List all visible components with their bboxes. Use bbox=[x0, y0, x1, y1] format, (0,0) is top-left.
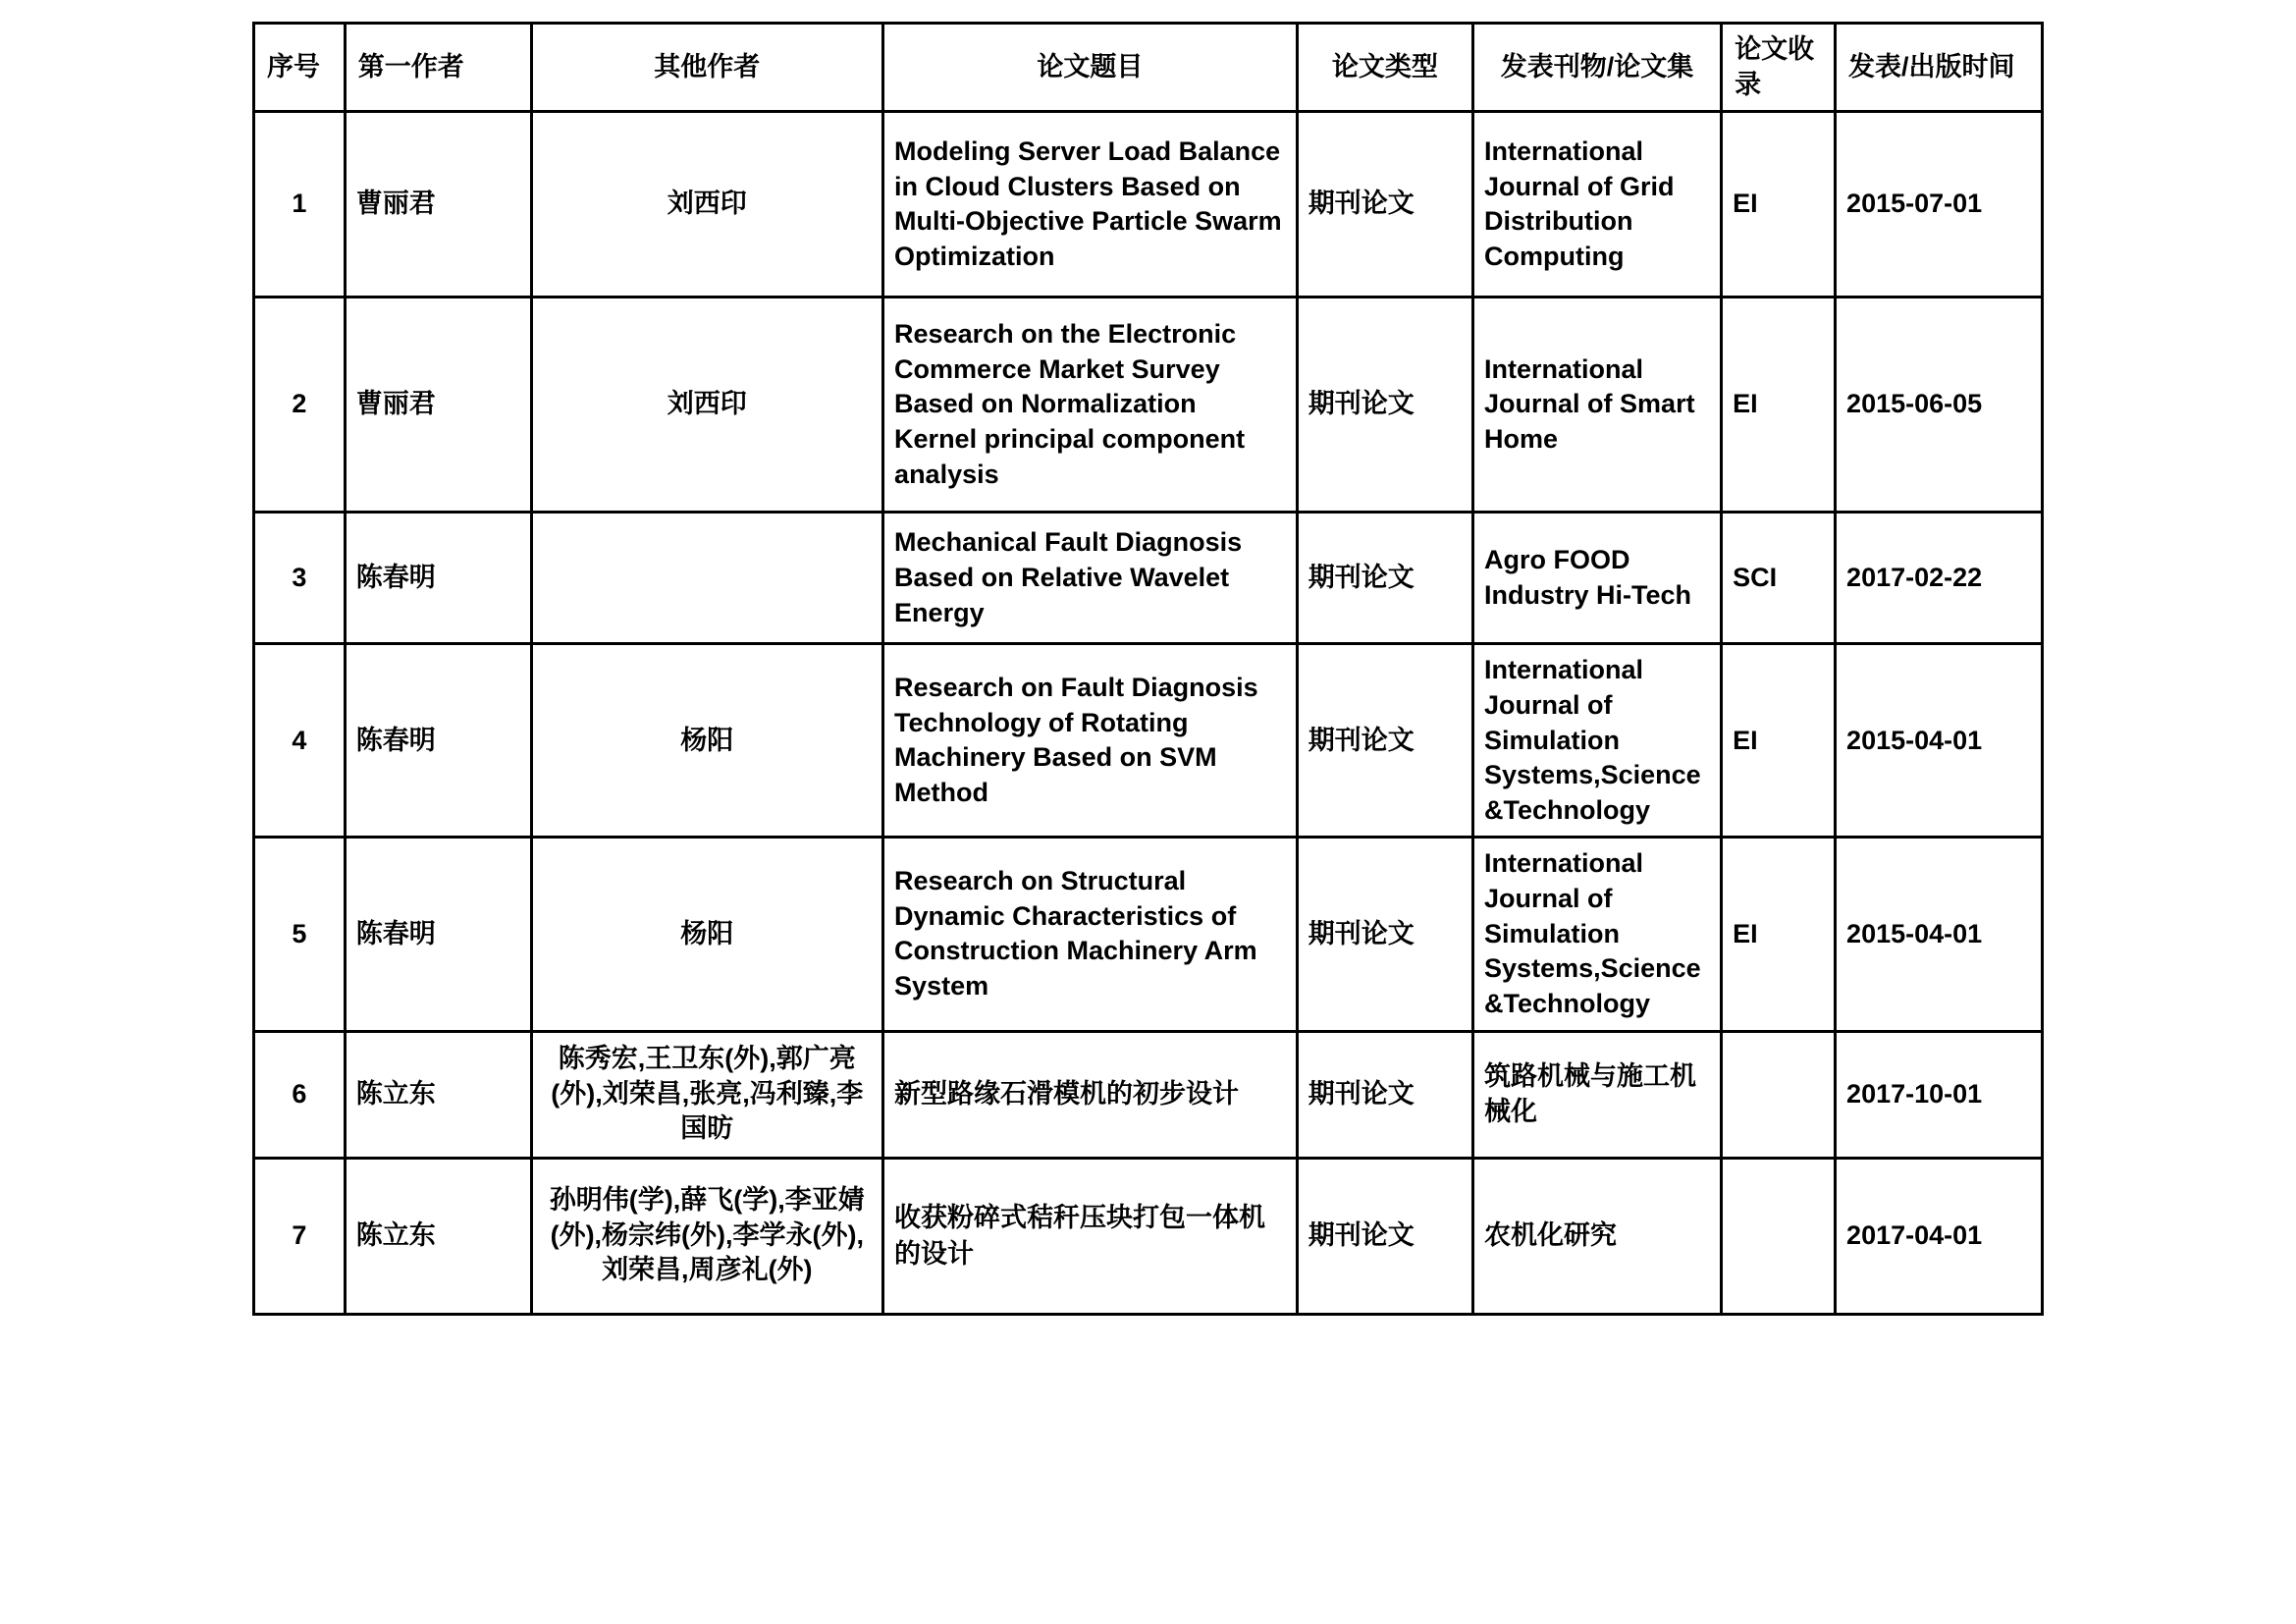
cell-type: 期刊论文 bbox=[1297, 513, 1472, 644]
cell-first-author: 陈春明 bbox=[345, 513, 531, 644]
cell-first-author: 陈立东 bbox=[345, 1031, 531, 1158]
cell-other-authors: 刘西印 bbox=[531, 112, 882, 298]
cell-date: 2015-06-05 bbox=[1836, 298, 2043, 513]
table-row bbox=[254, 1031, 2043, 1158]
cell-index: 2 bbox=[254, 298, 346, 513]
column-header-index-db: 论文收录 bbox=[1722, 24, 1836, 112]
cell-date: 2015-04-01 bbox=[1836, 838, 2043, 1031]
cell-date: 2015-04-01 bbox=[1836, 644, 2043, 838]
cell-journal: International Journal of Grid Distribution Computing bbox=[1473, 112, 1722, 298]
cell-index-db bbox=[1722, 1158, 1836, 1314]
cell-other-authors: 陈秀宏,王卫东(外),郭广亮(外),刘荣昌,张亮,冯利臻,李国昉 bbox=[531, 1031, 882, 1158]
table-row bbox=[254, 644, 2043, 838]
cell-other-authors: 刘西印 bbox=[531, 298, 882, 513]
cell-title: 新型路缘石滑模机的初步设计 bbox=[883, 1031, 1298, 1158]
cell-index: 4 bbox=[254, 644, 346, 838]
column-header-index: 序号 bbox=[254, 24, 346, 112]
cell-journal: 筑路机械与施工机械化 bbox=[1473, 1031, 1722, 1158]
table-row bbox=[254, 513, 2043, 644]
cell-journal: International Journal of Smart Home bbox=[1473, 298, 1722, 513]
cell-index-db: SCI bbox=[1722, 513, 1836, 644]
cell-date: 2017-10-01 bbox=[1836, 1031, 2043, 1158]
table-row bbox=[254, 1158, 2043, 1314]
cell-title: 收获粉碎式秸秆压块打包一体机的设计 bbox=[883, 1158, 1298, 1314]
cell-other-authors: 孙明伟(学),薛飞(学),李亚婧(外),杨宗纬(外),李学永(外),刘荣昌,周彦礼(外) bbox=[531, 1158, 882, 1314]
cell-first-author: 陈春明 bbox=[345, 838, 531, 1031]
cell-other-authors: 杨阳 bbox=[531, 838, 882, 1031]
cell-date: 2017-04-01 bbox=[1836, 1158, 2043, 1314]
cell-index: 3 bbox=[254, 513, 346, 644]
column-header-title: 论文题目 bbox=[883, 24, 1298, 112]
table-body bbox=[254, 112, 2043, 1314]
cell-index-db: EI bbox=[1722, 298, 1836, 513]
cell-journal: Agro FOOD Industry Hi-Tech bbox=[1473, 513, 1722, 644]
cell-index: 6 bbox=[254, 1031, 346, 1158]
cell-type: 期刊论文 bbox=[1297, 644, 1472, 838]
cell-first-author: 陈立东 bbox=[345, 1158, 531, 1314]
cell-first-author: 陈春明 bbox=[345, 644, 531, 838]
table-row bbox=[254, 298, 2043, 513]
table-header bbox=[254, 24, 2043, 112]
column-header-type: 论文类型 bbox=[1297, 24, 1472, 112]
cell-other-authors: 杨阳 bbox=[531, 644, 882, 838]
header-row bbox=[254, 24, 2043, 112]
column-header-journal: 发表刊物/论文集 bbox=[1473, 24, 1722, 112]
table-row bbox=[254, 838, 2043, 1031]
cell-index-db bbox=[1722, 1031, 1836, 1158]
cell-title: Research on Structural Dynamic Characteristics of Construction Machinery Arm System bbox=[883, 838, 1298, 1031]
cell-type: 期刊论文 bbox=[1297, 112, 1472, 298]
cell-title: Mechanical Fault Diagnosis Based on Relative Wavelet Energy bbox=[883, 513, 1298, 644]
cell-journal: International Journal of Simulation Systems,Science &Technology bbox=[1473, 644, 1722, 838]
cell-type: 期刊论文 bbox=[1297, 838, 1472, 1031]
cell-index-db: EI bbox=[1722, 838, 1836, 1031]
table-row bbox=[254, 112, 2043, 298]
cell-first-author: 曹丽君 bbox=[345, 112, 531, 298]
cell-index: 7 bbox=[254, 1158, 346, 1314]
cell-first-author: 曹丽君 bbox=[345, 298, 531, 513]
cell-title: Modeling Server Load Balance in Cloud Clusters Based on Multi-Objective Particle Swarm Optimization bbox=[883, 112, 1298, 298]
cell-date: 2017-02-22 bbox=[1836, 513, 2043, 644]
cell-title: Research on the Electronic Commerce Market Survey Based on Normalization Kernel principal component analysis bbox=[883, 298, 1298, 513]
cell-index-db: EI bbox=[1722, 644, 1836, 838]
cell-type: 期刊论文 bbox=[1297, 1031, 1472, 1158]
cell-date: 2015-07-01 bbox=[1836, 112, 2043, 298]
column-header-other-authors: 其他作者 bbox=[531, 24, 882, 112]
cell-type: 期刊论文 bbox=[1297, 1158, 1472, 1314]
cell-index: 5 bbox=[254, 838, 346, 1031]
cell-journal: International Journal of Simulation Systems,Science &Technology bbox=[1473, 838, 1722, 1031]
cell-title: Research on Fault Diagnosis Technology of Rotating Machinery Based on SVM Method bbox=[883, 644, 1298, 838]
publications-table bbox=[252, 22, 2044, 1316]
cell-type: 期刊论文 bbox=[1297, 298, 1472, 513]
cell-index: 1 bbox=[254, 112, 346, 298]
column-header-first-author: 第一作者 bbox=[345, 24, 531, 112]
cell-index-db: EI bbox=[1722, 112, 1836, 298]
cell-other-authors bbox=[531, 513, 882, 644]
column-header-date: 发表/出版时间 bbox=[1836, 24, 2043, 112]
cell-journal: 农机化研究 bbox=[1473, 1158, 1722, 1314]
